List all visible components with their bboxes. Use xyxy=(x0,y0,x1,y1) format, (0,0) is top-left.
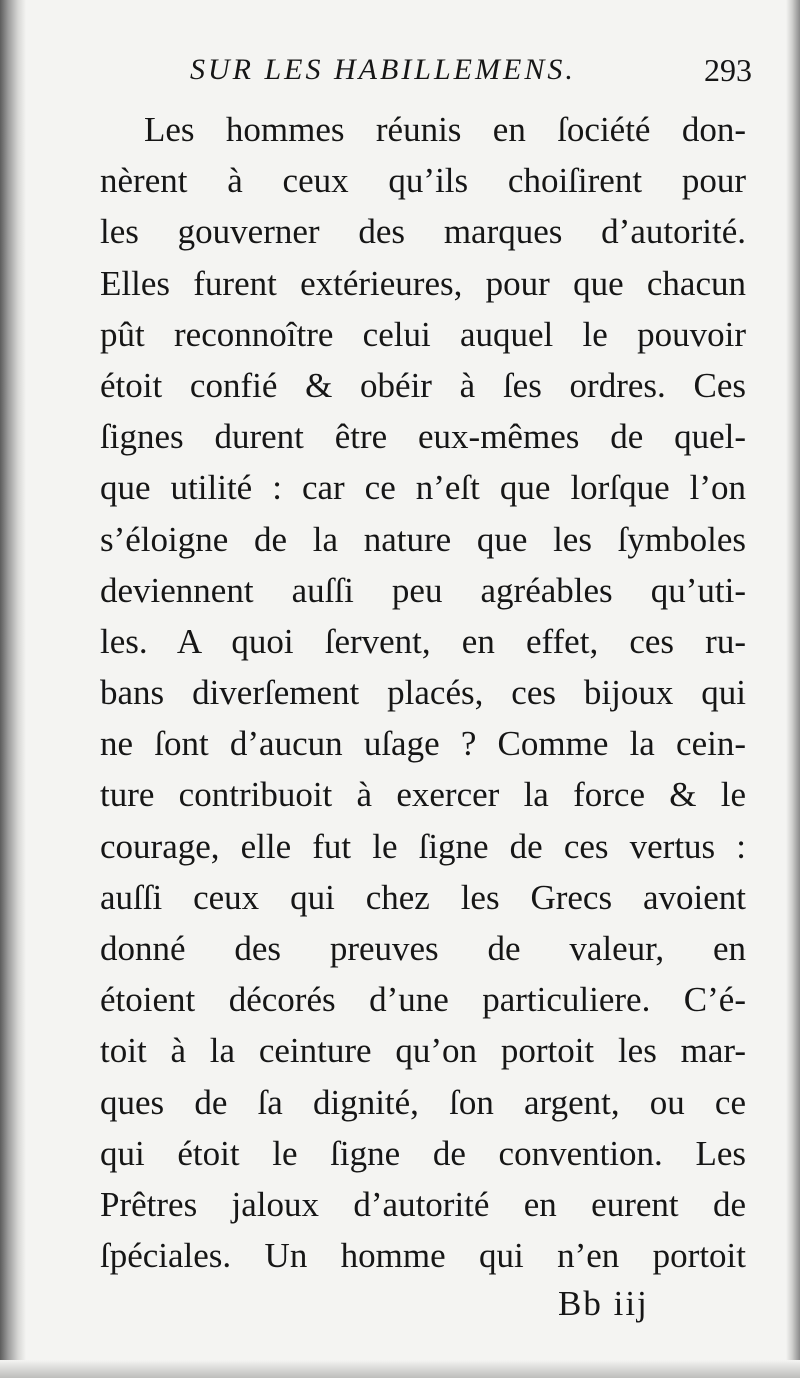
text-line: ques de ſa dignité, ſon argent, ou ce xyxy=(100,1082,746,1122)
text-line: étoit confié & obéir à ſes ordres. Ces xyxy=(100,365,746,405)
text-line: ture contribuoit à exercer la force & le xyxy=(100,775,746,815)
text-line: ſpéciales. Un homme qui n’en portoit xyxy=(100,1236,746,1276)
page-bottom-shadow xyxy=(0,1360,800,1378)
text-line: donné des preuves de valeur, en xyxy=(100,929,746,968)
text-line: les gouverner des marques d’autorité. xyxy=(100,212,746,252)
text-line: deviennent auſſi peu agréables qu’uti- xyxy=(100,570,746,610)
text-line: nèrent à ceux qu’ils choiſirent pour xyxy=(100,161,746,201)
running-title: SUR LES HABILLEMENS. xyxy=(190,53,576,86)
page-number: 293 xyxy=(704,52,752,88)
signature-mark: Bb iij xyxy=(558,1284,649,1323)
text-line: courage, elle fut le ſigne de ces vertus : xyxy=(100,826,746,866)
text-line: les. A quoi ſervent, en effet, ces ru- xyxy=(100,621,746,661)
text-line: auſſi ceux qui chez les Grecs avoient xyxy=(100,877,746,917)
text-line: qui étoit le ſigne de convention. Les xyxy=(100,1133,746,1173)
text-line: pût reconnoître celui auquel le pouvoir xyxy=(100,314,746,354)
text-line: étoient décorés d’une particuliere. C’é- xyxy=(100,980,746,1020)
text-line: toit à la ceinture qu’on portoit les mar- xyxy=(100,1031,746,1071)
text-line: ne ſont d’aucun uſage ? Comme la cein- xyxy=(100,724,746,764)
text-line: s’éloigne de la nature que les ſymboles xyxy=(100,519,746,559)
text-line: ſignes durent être eux-mêmes de quel- xyxy=(100,417,746,457)
page-edge-shadow xyxy=(786,0,800,1378)
running-head xyxy=(190,44,760,96)
body-text xyxy=(100,104,746,1281)
text-line: Prêtres jaloux d’autorité en eurent de xyxy=(100,1184,746,1224)
text-line: bans diverſement placés, ces bijoux qui xyxy=(100,673,746,713)
text-line: Les hommes réunis en ſociété don- xyxy=(144,110,746,149)
text-line: que utilité : car ce n’eſt que lorſque l’on xyxy=(100,468,746,508)
page-gutter-shadow xyxy=(0,0,26,1378)
text-line: Elles furent extérieures, pour que chacun xyxy=(100,263,746,303)
